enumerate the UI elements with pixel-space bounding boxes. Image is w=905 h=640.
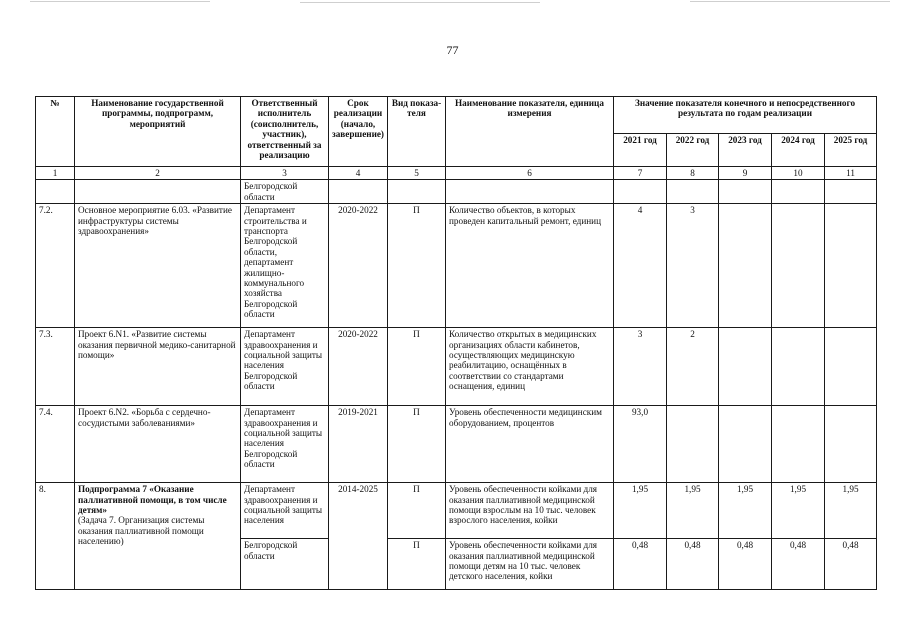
row-value-2023 [719, 328, 772, 406]
row-indicator-name: Количество объектов, в которых проведен капитальный ремонт, единиц [446, 204, 614, 328]
row-executor: Департамент здравоохранения и социальной защиты населения [241, 483, 329, 539]
column-number: 4 [329, 167, 388, 180]
row-value-2022 [667, 180, 719, 204]
header-period: Срок реализации (начало, завершение) [329, 97, 388, 167]
row-value-2025: 1,95 [825, 483, 877, 539]
table-row [36, 406, 877, 483]
header-values-group: Значение показателя конечного и непосредственного результата по годам реализации [614, 97, 877, 134]
row-value-2025 [825, 406, 877, 483]
header-indicator-type: Вид показа-теля [388, 97, 446, 167]
row-program-name: Основное мероприятие 6.03. «Развитие инфраструктуры системы здравоохранения» [75, 204, 241, 328]
row-executor: Департамент строительства и транспорта Белгородской области, департамент жилищно-коммунального хозяйства Белгородской области [241, 204, 329, 328]
row-value-2021: 3 [614, 328, 667, 406]
table-row [36, 328, 877, 406]
row-value-2023 [719, 180, 772, 204]
row-number: 8. [36, 483, 75, 590]
row-period: 2020-2022 [329, 204, 388, 328]
row-value-2022: 2 [667, 328, 719, 406]
row-value-2024 [772, 204, 825, 328]
row-value-2022: 0,48 [667, 539, 719, 590]
column-number: 11 [825, 167, 877, 180]
row-indicator-name: Количество открытых в медицинских организациях области кабинетов, осуществляющих медицинскую реабилитацию, оснащённых в соответствии со стандартами оснащения, единиц [446, 328, 614, 406]
column-number: 6 [446, 167, 614, 180]
row-number: 7.3. [36, 328, 75, 406]
column-number: 3 [241, 167, 329, 180]
row-value-2024 [772, 406, 825, 483]
row-indicator-name: Уровень обеспеченности медицинским оборудованием, процентов [446, 406, 614, 483]
row-number [36, 180, 75, 204]
row-indicator-name: Уровень обеспеченности койками для оказания паллиативной медицинской помощи взрослым на 10 тыс. человек взрослого населения, койки [446, 483, 614, 539]
column-number: 1 [36, 167, 75, 180]
row-number: 7.4. [36, 406, 75, 483]
row-period [329, 180, 388, 204]
row-value-2024 [772, 180, 825, 204]
row-period: 2019-2021 [329, 406, 388, 483]
row-value-2024: 1,95 [772, 483, 825, 539]
row-indicator-type: П [388, 328, 446, 406]
row-executor: Департамент здравоохранения и социальной защиты населения Белгородской области [241, 406, 329, 483]
row-value-2025 [825, 328, 877, 406]
header-year-2025: 2025 год [825, 134, 877, 167]
row-indicator-type: П [388, 204, 446, 328]
row-indicator-type: П [388, 406, 446, 483]
header-year-2023: 2023 год [719, 134, 772, 167]
row-indicator-name: Уровень обеспеченности койками для оказания паллиативной медицинской помощи детям на 10 тыс. человек детского населения, койки [446, 539, 614, 590]
row-value-2023: 1,95 [719, 483, 772, 539]
row-executor: Департамент здравоохранения и социальной защиты населения Белгородской области [241, 328, 329, 406]
header-year-2021: 2021 год [614, 134, 667, 167]
column-number: 7 [614, 167, 667, 180]
indicators-table [35, 96, 877, 590]
row-program-name [75, 483, 241, 590]
page-number: 77 [446, 43, 459, 57]
row-program-name: Проект 6.N1. «Развитие системы оказания первичной медико-санитарной помощи» [75, 328, 241, 406]
row-value-2022 [667, 406, 719, 483]
row-value-2021: 4 [614, 204, 667, 328]
table-row [36, 483, 877, 539]
row-indicator-type [388, 180, 446, 204]
scan-artifact-line [30, 1, 210, 2]
row-value-2024 [772, 328, 825, 406]
row-value-2025 [825, 204, 877, 328]
row-program-name [75, 180, 241, 204]
header-indicator-name: Наименование показателя, единица измерения [446, 97, 614, 167]
row-value-2022: 1,95 [667, 483, 719, 539]
row-indicator-type: П [388, 483, 446, 539]
row-value-2023 [719, 204, 772, 328]
column-numbers-row [36, 167, 877, 180]
header-number: № [36, 97, 75, 167]
row-executor: Белгородской области [241, 180, 329, 204]
header-executor: Ответственный исполнитель (соисполнитель, участник), ответственный за реализацию [241, 97, 329, 167]
row-value-2021: 0,48 [614, 539, 667, 590]
scan-artifact-line [300, 2, 540, 3]
subprogram-title: Подпрограмма 7 «Оказание паллиативной помощи, в том числе детям» [78, 484, 227, 516]
row-program-name: Проект 6.N2. «Борьба с сердечно-сосудистыми заболеваниями» [75, 406, 241, 483]
scan-artifact-line [690, 1, 890, 2]
row-value-2025 [825, 180, 877, 204]
row-value-2021: 1,95 [614, 483, 667, 539]
row-executor: Белгородской области [241, 539, 329, 590]
row-value-2022: 3 [667, 204, 719, 328]
column-number: 5 [388, 167, 446, 180]
row-indicator-name [446, 180, 614, 204]
row-value-2024: 0,48 [772, 539, 825, 590]
subprogram-task: (Задача 7. Организация системы оказания паллиативной помощи населению) [78, 515, 205, 547]
row-value-2021: 93,0 [614, 406, 667, 483]
row-period: 2014-2025 [329, 483, 388, 590]
row-value-2021 [614, 180, 667, 204]
header-year-2022: 2022 год [667, 134, 719, 167]
column-number: 10 [772, 167, 825, 180]
table-row [36, 180, 877, 204]
column-number: 9 [719, 167, 772, 180]
header-program-name: Наименование государственной программы, подпрограмм, мероприятий [75, 97, 241, 167]
row-value-2023: 0,48 [719, 539, 772, 590]
header-year-2024: 2024 год [772, 134, 825, 167]
row-period: 2020-2022 [329, 328, 388, 406]
column-number: 2 [75, 167, 241, 180]
table-header-row [36, 97, 877, 134]
row-number: 7.2. [36, 204, 75, 328]
row-value-2023 [719, 406, 772, 483]
row-value-2025: 0,48 [825, 539, 877, 590]
row-indicator-type: П [388, 539, 446, 590]
table-row [36, 204, 877, 328]
column-number: 8 [667, 167, 719, 180]
